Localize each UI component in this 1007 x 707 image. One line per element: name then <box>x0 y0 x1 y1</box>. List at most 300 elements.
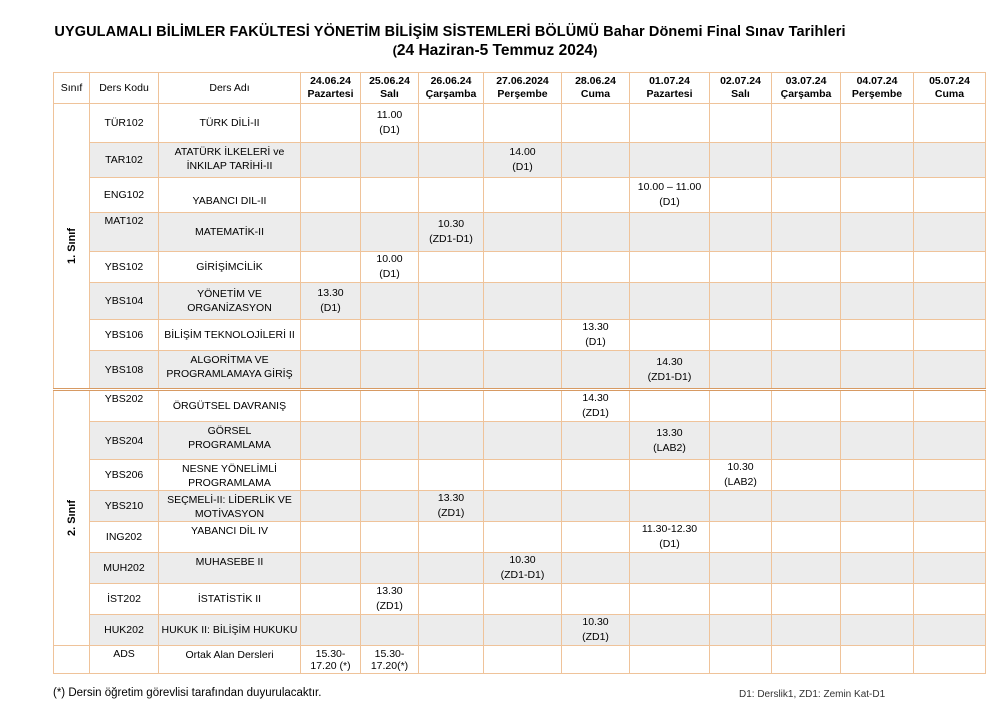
header-date: 01.07.24 <box>649 75 690 87</box>
course-name <box>159 522 301 553</box>
course-name-line1: BİLİŞİM TEKNOLOJİLERİ II <box>164 329 295 341</box>
empty-cell <box>772 522 841 553</box>
course-name <box>159 615 301 646</box>
subtitle-paren-open: ( <box>392 43 397 58</box>
empty-cell <box>772 351 841 390</box>
empty-cell <box>772 178 841 213</box>
empty-cell <box>562 351 630 390</box>
header-weekday: Perşembe <box>497 88 548 100</box>
empty-cell <box>710 553 772 584</box>
table-row <box>54 584 986 615</box>
empty-cell <box>484 422 562 460</box>
table-row-ads <box>54 646 986 674</box>
empty-cell <box>630 460 710 491</box>
empty-cell <box>772 491 841 522</box>
course-name <box>159 491 301 522</box>
empty-cell <box>301 252 361 283</box>
exam-room: (D1) <box>585 336 606 348</box>
empty-cell <box>562 460 630 491</box>
exam-room: (D1) <box>659 538 680 550</box>
empty-cell <box>484 213 562 252</box>
empty-cell <box>914 283 986 320</box>
course-code: ING202 <box>90 522 159 553</box>
table-row <box>54 213 986 252</box>
empty-cell <box>361 213 419 252</box>
exam-cell <box>562 615 630 646</box>
course-name: Ortak Alan Dersleri <box>159 646 301 674</box>
empty-cell <box>710 491 772 522</box>
course-name-line2: PROGRAMLAMA <box>188 477 271 489</box>
empty-cell <box>710 213 772 252</box>
empty-cell <box>772 460 841 491</box>
course-name-line1: ALGORİTMA VE <box>190 354 269 366</box>
course-code: HUK202 <box>90 615 159 646</box>
empty-cell <box>841 143 914 178</box>
empty-cell <box>484 646 562 674</box>
exam-time: 10.30 <box>727 461 754 473</box>
course-code: ADS <box>90 646 159 674</box>
course-name <box>159 422 301 460</box>
header-day-1 <box>361 73 419 104</box>
exam-cell <box>419 491 484 522</box>
exam-room: (ZD1) <box>437 507 465 519</box>
empty-cell <box>419 584 484 615</box>
exam-room: (D1) <box>379 124 400 136</box>
empty-cell <box>301 422 361 460</box>
ads-exam-end: 17.20(*) <box>370 659 409 672</box>
empty-cell <box>772 213 841 252</box>
header-day-9 <box>914 73 986 104</box>
exam-room: (ZD1-D1) <box>647 370 692 383</box>
exam-time: 14.30 <box>582 392 609 404</box>
exam-room: (ZD1) <box>582 407 609 419</box>
header-date: 03.07.24 <box>785 75 827 87</box>
empty-cell <box>772 283 841 320</box>
course-name <box>159 104 301 143</box>
header-date: 02.07.24 <box>720 75 761 87</box>
empty-cell <box>841 213 914 252</box>
empty-cell <box>419 646 484 674</box>
header-weekday: Çarşamba <box>425 88 477 100</box>
empty-cell <box>419 104 484 143</box>
empty-cell <box>562 491 630 522</box>
empty-cell <box>841 320 914 351</box>
course-code: TÜR102 <box>90 104 159 143</box>
course-name-line1: TÜRK DİLİ-II <box>199 117 260 129</box>
empty-cell <box>630 252 710 283</box>
course-name-line1: MATEMATİK-II <box>194 226 265 238</box>
header-date: 25.06.24 <box>369 75 410 87</box>
exam-room: (LAB2) <box>653 441 686 454</box>
exam-room: (ZD1-D1) <box>429 233 473 245</box>
exam-time: 11.00 <box>376 109 403 121</box>
table-row <box>54 178 986 213</box>
exam-time: 13.30 <box>582 321 609 333</box>
exam-cell <box>630 351 710 390</box>
empty-cell <box>841 522 914 553</box>
course-code: YBS210 <box>90 491 159 522</box>
header-day-7 <box>772 73 841 104</box>
exam-cell <box>361 252 419 283</box>
course-code: MUH202 <box>90 553 159 584</box>
empty-cell <box>484 178 562 213</box>
exam-time: 10.00 – 11.00 <box>637 181 702 193</box>
course-name <box>159 178 301 213</box>
header-weekday: Pazartesi <box>646 88 693 100</box>
empty-cell <box>484 522 562 553</box>
empty-cell <box>562 553 630 584</box>
exam-cell <box>630 422 710 460</box>
table-row <box>54 422 986 460</box>
empty-cell <box>914 553 986 584</box>
empty-cell <box>301 584 361 615</box>
exam-room: (LAB2) <box>724 476 757 488</box>
empty-cell <box>772 252 841 283</box>
group-2-sinif <box>54 390 90 646</box>
empty-cell <box>630 553 710 584</box>
empty-cell <box>914 422 986 460</box>
exam-time: 13.30 <box>317 287 344 299</box>
exam-room: (D1) <box>320 302 341 314</box>
empty-cell <box>914 178 986 213</box>
header-day-8 <box>841 73 914 104</box>
empty-cell <box>841 252 914 283</box>
course-code: YBS106 <box>90 320 159 351</box>
subtitle-paren-close: ) <box>593 43 598 58</box>
course-name-line1: GİRİŞİMCİLİK <box>196 261 263 273</box>
header-date: 26.06.24 <box>430 75 472 87</box>
empty-cell <box>562 522 630 553</box>
course-name <box>159 351 301 390</box>
exam-time: 13.30 <box>376 585 403 597</box>
empty-cell <box>484 584 562 615</box>
empty-cell <box>484 491 562 522</box>
course-code: YBS204 <box>90 422 159 460</box>
empty-cell <box>484 351 562 390</box>
course-name-line1: YABANCI DIL-II <box>192 195 267 207</box>
empty-cell <box>419 422 484 460</box>
empty-cell <box>841 390 914 422</box>
empty-cell <box>419 615 484 646</box>
empty-cell <box>841 178 914 213</box>
course-name-line1: MUHASEBE II <box>195 556 264 568</box>
header-day-4 <box>562 73 630 104</box>
empty-cell <box>710 178 772 213</box>
empty-cell <box>484 283 562 320</box>
course-name-line1: YABANCI DİL IV <box>190 525 269 537</box>
empty-cell <box>361 320 419 351</box>
exam-room: (D1) <box>379 268 400 280</box>
empty-cell <box>301 491 361 522</box>
ads-sinif-cell <box>54 646 90 674</box>
empty-cell <box>841 460 914 491</box>
course-name-line2: MOTİVASYON <box>194 508 265 520</box>
empty-cell <box>841 584 914 615</box>
empty-cell <box>772 143 841 178</box>
course-name-line2: PROGRAMLAMAYA GİRİŞ <box>166 368 293 380</box>
empty-cell <box>914 351 986 390</box>
ads-exam-time: 15.30- <box>315 647 346 660</box>
empty-cell <box>772 553 841 584</box>
course-name <box>159 320 301 351</box>
empty-cell <box>914 390 986 422</box>
course-code: YBS108 <box>90 351 159 390</box>
course-name <box>159 283 301 320</box>
header-sinif: Sınıf <box>54 73 90 104</box>
empty-cell <box>361 422 419 460</box>
exam-room: (D1) <box>659 196 680 208</box>
empty-cell <box>419 143 484 178</box>
empty-cell <box>484 320 562 351</box>
empty-cell <box>710 522 772 553</box>
course-name-line1: GÖRSEL <box>207 425 252 437</box>
exam-time: 10.30 <box>582 616 609 628</box>
empty-cell <box>301 143 361 178</box>
exam-time: 14.30 <box>656 355 683 368</box>
empty-cell <box>630 646 710 674</box>
exam-room: (ZD1) <box>582 631 609 643</box>
course-code: YBS104 <box>90 283 159 320</box>
exam-time: 11.30-12.30 <box>641 523 698 535</box>
empty-cell <box>562 143 630 178</box>
empty-cell <box>361 143 419 178</box>
empty-cell <box>710 390 772 422</box>
course-name <box>159 143 301 178</box>
header-weekday: Pazartesi <box>307 88 354 100</box>
table-row <box>54 390 986 422</box>
empty-cell <box>361 178 419 213</box>
course-name-line1: SEÇMELİ-II: LİDERLİK VE <box>167 494 292 506</box>
empty-cell <box>562 178 630 213</box>
header-weekday: Cuma <box>580 88 611 100</box>
course-name-line2: ORGANİZASYON <box>187 302 272 314</box>
empty-cell <box>630 615 710 646</box>
empty-cell <box>841 104 914 143</box>
empty-cell <box>914 252 986 283</box>
header-ders-adi: Ders Adı <box>159 73 301 104</box>
course-name-line1: İSTATİSTİK II <box>197 593 262 605</box>
empty-cell <box>484 104 562 143</box>
exam-cell <box>361 584 419 615</box>
empty-cell <box>419 460 484 491</box>
exam-cell <box>630 522 710 553</box>
empty-cell <box>710 320 772 351</box>
table-row <box>54 283 986 320</box>
table-row <box>54 460 986 491</box>
exam-cell <box>361 104 419 143</box>
empty-cell <box>301 390 361 422</box>
page-title: UYGULAMALI BİLİMLER FAKÜLTESİ YÖNETİM BİLİŞİM SİSTEMLERİ BÖLÜMÜ Bahar Dönemi Final Sınav Tarihleri <box>54 24 846 40</box>
empty-cell <box>772 422 841 460</box>
empty-cell <box>361 390 419 422</box>
course-name-line1: YÖNETİM VE <box>197 288 262 300</box>
header-weekday: Çarşamba <box>780 88 832 100</box>
empty-cell <box>914 615 986 646</box>
header-weekday: Perşembe <box>851 88 903 100</box>
empty-cell <box>914 460 986 491</box>
empty-cell <box>772 646 841 674</box>
empty-cell <box>772 320 841 351</box>
empty-cell <box>562 646 630 674</box>
empty-cell <box>361 553 419 584</box>
course-name <box>159 460 301 491</box>
exam-schedule-table <box>53 72 986 674</box>
empty-cell <box>562 422 630 460</box>
empty-cell <box>301 351 361 390</box>
empty-cell <box>301 460 361 491</box>
header-weekday: Salı <box>731 88 750 100</box>
empty-cell <box>841 422 914 460</box>
exam-room: (ZD1) <box>376 600 403 612</box>
header-day-3 <box>484 73 562 104</box>
course-code: YBS206 <box>90 460 159 491</box>
empty-cell <box>630 283 710 320</box>
empty-cell <box>914 320 986 351</box>
empty-cell <box>562 252 630 283</box>
exam-cell <box>419 213 484 252</box>
empty-cell <box>841 646 914 674</box>
ads-exam-cell <box>301 646 361 674</box>
empty-cell <box>630 584 710 615</box>
table-row <box>54 104 986 143</box>
empty-cell <box>772 584 841 615</box>
empty-cell <box>562 283 630 320</box>
empty-cell <box>419 553 484 584</box>
ads-exam-time: 15.30- <box>374 647 405 660</box>
group-label: 2. Sınıf <box>66 499 79 537</box>
ads-exam-end: 17.20 (*) <box>310 659 351 672</box>
empty-cell <box>484 615 562 646</box>
empty-cell <box>301 553 361 584</box>
header-day-5 <box>630 73 710 104</box>
empty-cell <box>630 143 710 178</box>
empty-cell <box>419 252 484 283</box>
course-name-line1: HUKUK II: BİLİŞİM HUKUKU <box>161 624 298 636</box>
table-row <box>54 143 986 178</box>
exam-cell <box>710 460 772 491</box>
empty-cell <box>301 320 361 351</box>
header-ders-kodu: Ders Kodu <box>90 73 159 104</box>
empty-cell <box>562 104 630 143</box>
empty-cell <box>710 143 772 178</box>
empty-cell <box>630 491 710 522</box>
empty-cell <box>914 213 986 252</box>
exam-time: 10.30 <box>437 218 465 230</box>
group-label: 1. Sınıf <box>66 227 79 265</box>
empty-cell <box>841 615 914 646</box>
empty-cell <box>914 491 986 522</box>
course-code: MAT102 <box>90 213 159 252</box>
table-row <box>54 491 986 522</box>
course-name <box>159 390 301 422</box>
exam-room: (ZD1-D1) <box>500 569 545 581</box>
empty-cell <box>710 422 772 460</box>
empty-cell <box>914 584 986 615</box>
table-row <box>54 320 986 351</box>
page-subtitle <box>0 42 990 60</box>
course-name-line1: NESNE YÖNELİMLİ <box>182 463 277 475</box>
course-name <box>159 252 301 283</box>
empty-cell <box>710 646 772 674</box>
course-code: İST202 <box>90 584 159 615</box>
empty-cell <box>419 390 484 422</box>
exam-cell <box>484 143 562 178</box>
empty-cell <box>419 351 484 390</box>
empty-cell <box>914 143 986 178</box>
header-date: 28.06.24 <box>575 75 616 87</box>
empty-cell <box>484 460 562 491</box>
empty-cell <box>630 320 710 351</box>
header-date: 24.06.24 <box>310 75 351 87</box>
exam-cell <box>562 320 630 351</box>
course-name-line1: ÖRGÜTSEL DAVRANIŞ <box>172 400 287 412</box>
exam-time: 10.00 <box>376 253 403 265</box>
exam-cell <box>630 178 710 213</box>
course-name <box>159 553 301 584</box>
room-legend: D1: Derslik1, ZD1: Zemin Kat-D1 <box>739 689 886 700</box>
empty-cell <box>841 351 914 390</box>
empty-cell <box>841 491 914 522</box>
header-day-0 <box>301 73 361 104</box>
exam-cell <box>562 390 630 422</box>
header-date: 05.07.24 <box>929 75 970 87</box>
header-day-2 <box>419 73 484 104</box>
course-name-line1: ATATÜRK İLKELERİ ve <box>174 146 285 158</box>
empty-cell <box>419 320 484 351</box>
subtitle-date-range: 24 Haziran-5 Temmuz 2024 <box>396 42 594 59</box>
empty-cell <box>914 104 986 143</box>
empty-cell <box>361 460 419 491</box>
empty-cell <box>419 178 484 213</box>
header-date: 27.06.2024 <box>496 75 549 87</box>
empty-cell <box>562 584 630 615</box>
table-row <box>54 553 986 584</box>
ads-exam-cell <box>361 646 419 674</box>
empty-cell <box>301 522 361 553</box>
empty-cell <box>772 104 841 143</box>
course-name <box>159 584 301 615</box>
header-weekday: Salı <box>380 88 399 100</box>
exam-cell <box>301 283 361 320</box>
course-name <box>159 213 301 252</box>
empty-cell <box>841 283 914 320</box>
empty-cell <box>419 522 484 553</box>
empty-cell <box>630 213 710 252</box>
empty-cell <box>301 104 361 143</box>
empty-cell <box>710 351 772 390</box>
course-name-line2: İNKILAP TARİHİ-II <box>186 160 273 172</box>
empty-cell <box>772 615 841 646</box>
empty-cell <box>361 351 419 390</box>
empty-cell <box>484 390 562 422</box>
header-day-6 <box>710 73 772 104</box>
course-code: YBS202 <box>90 390 159 422</box>
exam-time: 13.30 <box>437 492 465 504</box>
empty-cell <box>914 522 986 553</box>
empty-cell <box>361 522 419 553</box>
header-weekday: Cuma <box>934 88 965 100</box>
course-code: YBS102 <box>90 252 159 283</box>
empty-cell <box>562 213 630 252</box>
header-date: 04.07.24 <box>856 75 898 87</box>
table-row <box>54 615 986 646</box>
empty-cell <box>914 646 986 674</box>
course-name-line2: PROGRAMLAMA <box>188 439 271 451</box>
empty-cell <box>301 615 361 646</box>
table-row <box>54 252 986 283</box>
empty-cell <box>710 584 772 615</box>
exam-time: 13.30 <box>656 426 683 439</box>
